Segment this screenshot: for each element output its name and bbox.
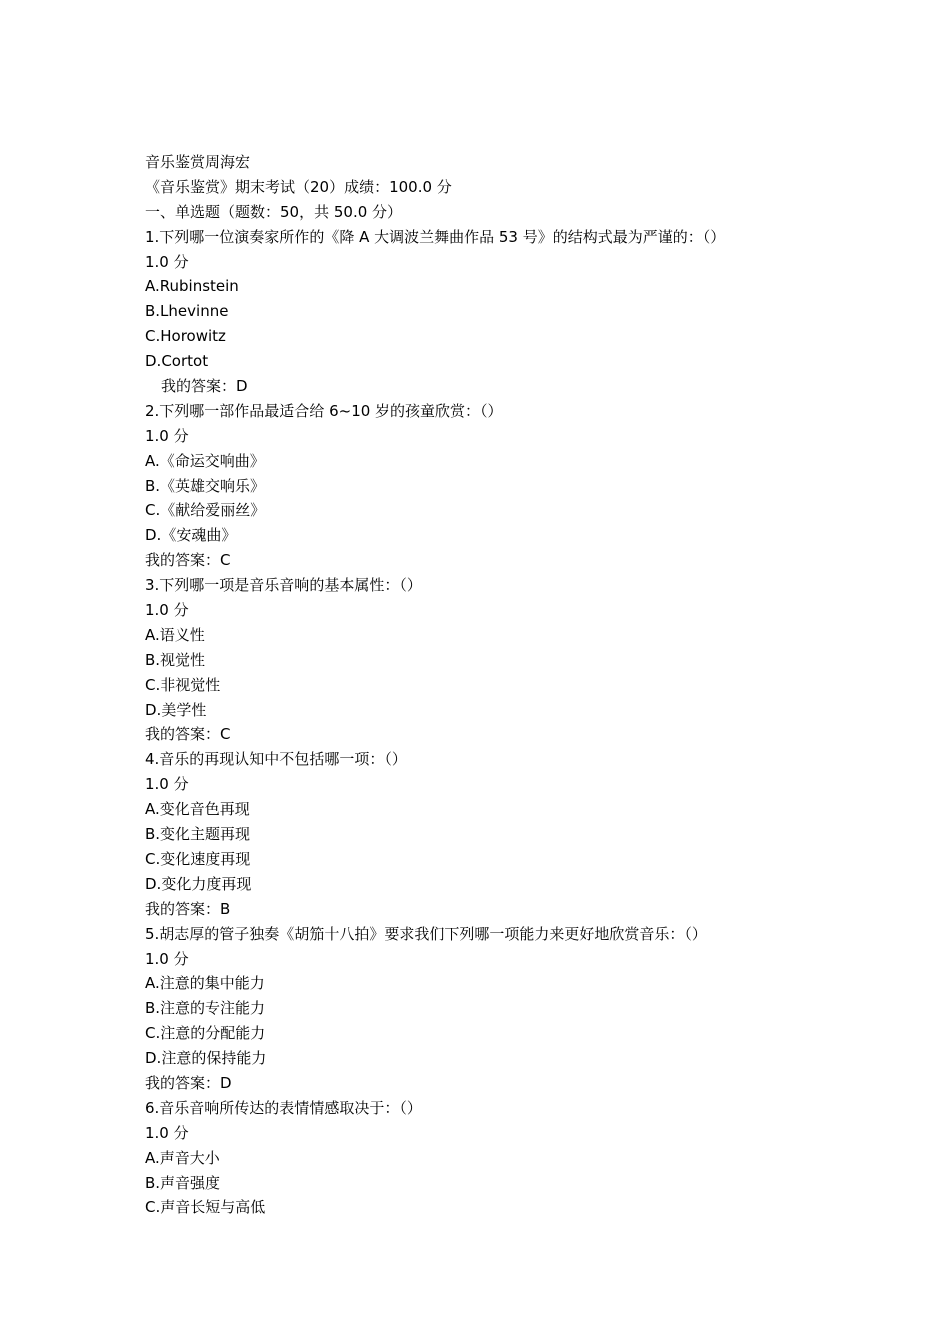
document-title: 音乐鉴赏周海宏	[145, 153, 251, 171]
option-d: D.变化力度再现	[145, 874, 252, 893]
my-answer: 我的答案：C	[145, 551, 231, 570]
option-d: D.注意的保持能力	[145, 1049, 267, 1068]
option-a: A.声音大小	[145, 1148, 220, 1167]
question-score: 1.0 分	[145, 252, 189, 271]
question-2	[145, 399, 845, 573]
option-c: C.《献给爱丽丝》	[145, 501, 266, 520]
question-stem: 4.音乐的再现认知中不包括哪一项：（）	[145, 750, 407, 769]
option-c: C.注意的分配能力	[145, 1024, 266, 1043]
option-d: D.Cortot	[145, 352, 209, 371]
question-stem: 5.胡志厚的管子独奏《胡笳十八拍》要求我们下列哪一项能力来更好地欣赏音乐：（）	[145, 924, 707, 943]
option-b: B.《英雄交响乐》	[145, 476, 266, 495]
option-a: A.语义性	[145, 625, 205, 644]
option-a: A.《命运交响曲》	[145, 451, 265, 470]
option-b: B.视觉性	[145, 650, 206, 669]
option-c: C.Horowitz	[145, 327, 226, 346]
section-header: 一、单选题（题数：50，共 50.0 分）	[145, 202, 403, 221]
question-5	[145, 922, 845, 1096]
exam-score-line: 《音乐鉴赏》期末考试（20）成绩：100.0 分	[145, 177, 452, 196]
question-score: 1.0 分	[145, 601, 189, 620]
option-a: A.变化音色再现	[145, 800, 250, 819]
option-c: C.变化速度再现	[145, 849, 251, 868]
option-a: A.注意的集中能力	[145, 974, 265, 993]
my-answer: 我的答案：B	[145, 899, 231, 918]
document-page	[145, 150, 845, 1220]
question-score: 1.0 分	[145, 775, 189, 794]
question-3	[145, 573, 845, 747]
option-c: C.声音长短与高低	[145, 1198, 266, 1217]
option-b: B.Lhevinne	[145, 302, 229, 321]
option-b: B.变化主题再现	[145, 825, 251, 844]
my-answer: 我的答案：D	[145, 1073, 232, 1092]
question-6	[145, 1096, 845, 1220]
option-d: D.美学性	[145, 700, 207, 719]
option-d: D.《安魂曲》	[145, 526, 237, 545]
option-b: B.注意的专注能力	[145, 999, 266, 1018]
option-b: B.声音强度	[145, 1173, 221, 1192]
question-score: 1.0 分	[145, 426, 189, 445]
question-score: 1.0 分	[145, 1123, 189, 1142]
question-1	[145, 225, 845, 399]
my-answer: 我的答案：C	[145, 725, 231, 744]
question-stem: 3.下列哪一项是音乐音响的基本属性：（）	[145, 576, 422, 595]
question-4	[145, 747, 845, 921]
option-c: C.非视觉性	[145, 675, 221, 694]
question-stem: 6.音乐音响所传达的表情情感取决于：（）	[145, 1098, 422, 1117]
question-stem: 2.下列哪一部作品最适合给 6~10 岁的孩童欣赏：（）	[145, 401, 503, 420]
question-score: 1.0 分	[145, 949, 189, 968]
option-a: A.Rubinstein	[145, 277, 239, 296]
my-answer: 我的答案：D	[161, 377, 248, 396]
question-stem: 1.下列哪一位演奏家所作的《降 A 大调波兰舞曲作品 53 号》的结构式最为严谨的：（）	[145, 227, 726, 246]
